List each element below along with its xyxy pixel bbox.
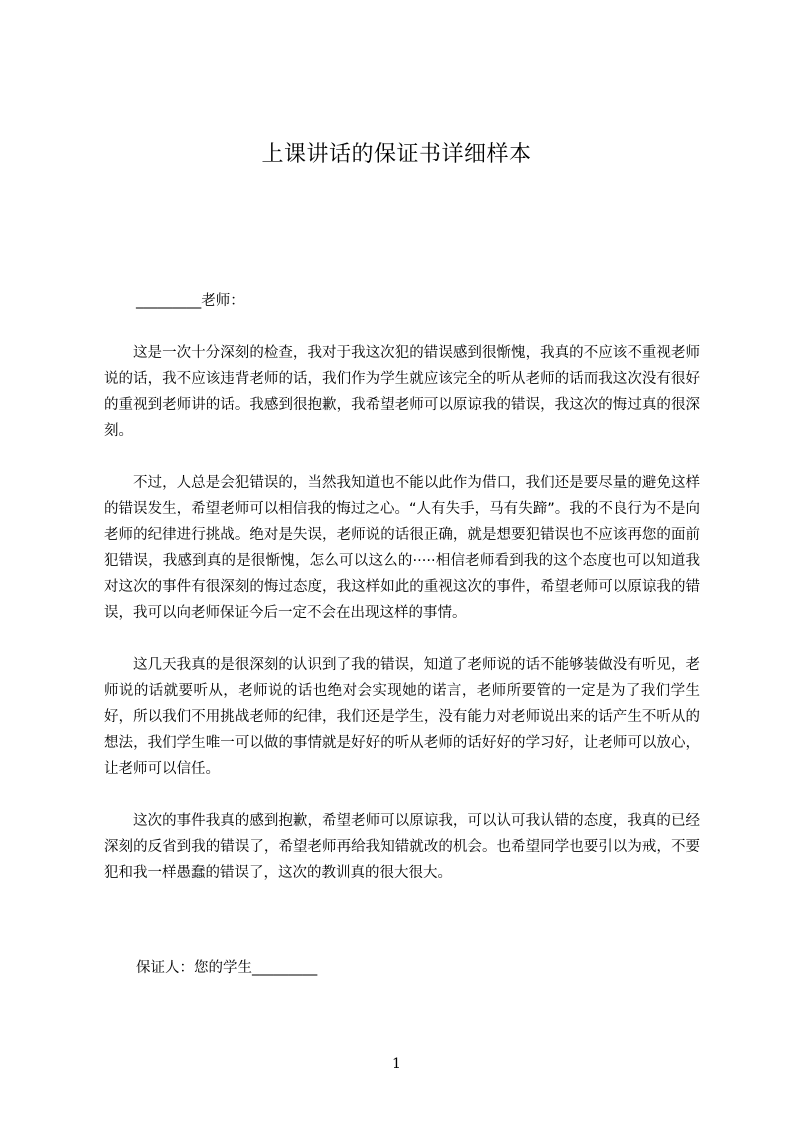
page-number: 1 bbox=[392, 1056, 401, 1072]
salutation: _________老师： bbox=[136, 293, 245, 309]
page-title: 上课讲话的保证书详细样本 bbox=[261, 142, 532, 167]
paragraph-3: 这几天我真的是很深刻的认识到了我的错误，知道了老师说的话不能够装做没有听见，老师说的话就要听从，老师说的话也绝对会实现她的诺言，老师所要管的一定是为了我们学生好，所以我们不用挑战老师的纪律，我们还是学生，没有能力对老师说出来的话产生不听从的想法，我们学生唯一可以做的事情就是好好的听从老师的话好好的学习好，让老师可以放心，让老师可以信任。 bbox=[104, 657, 700, 777]
paragraph-1: 这是一次十分深刻的检查，我对于我这次犯的错误感到很惭愧，我真的不应该不重视老师说的话，我不应该违背老师的话，我们作为学生就应该完全的听从老师的话而我这次没有很好的重视到老师讲的话。我感到很抱歉，我希望老师可以原谅我的错误，我这次的悔过真的很深刻。 bbox=[104, 345, 700, 439]
paragraph-2: 不过，人总是会犯错误的，当然我知道也不能以此作为借口，我们还是要尽量的避免这样的错误发生，希望老师可以相信我的悔过之心。“人有失手，马有失蹄”。我的不良行为不是向老师的纪律进行挑战。绝对是失误，老师说的话很正确，就是想要犯错误也不应该再您的面前犯错误，我感到真的是很惭愧，怎么可以这么的·····相信老师看到我的这个态度也可以知道我对这次的事件有很深刻的悔过态度，我这样如此的重视这次的事件，希望老师可以原谅我的错误，我可以向老师保证今后一定不会在出现这样的事情。 bbox=[104, 475, 700, 621]
signature-line: 保证人：您的学生_________ bbox=[136, 960, 318, 976]
letter-body bbox=[104, 340, 700, 912]
paragraph-4: 这次的事件我真的感到抱歉，希望老师可以原谅我，可以认可我认错的态度，我真的已经深刻的反省到我的错误了，希望老师再给我知错就改的机会。也希望同学也要引以为戒，不要犯和我一样愚蠢的错误了，这次的教训真的很大很大。 bbox=[104, 813, 700, 881]
